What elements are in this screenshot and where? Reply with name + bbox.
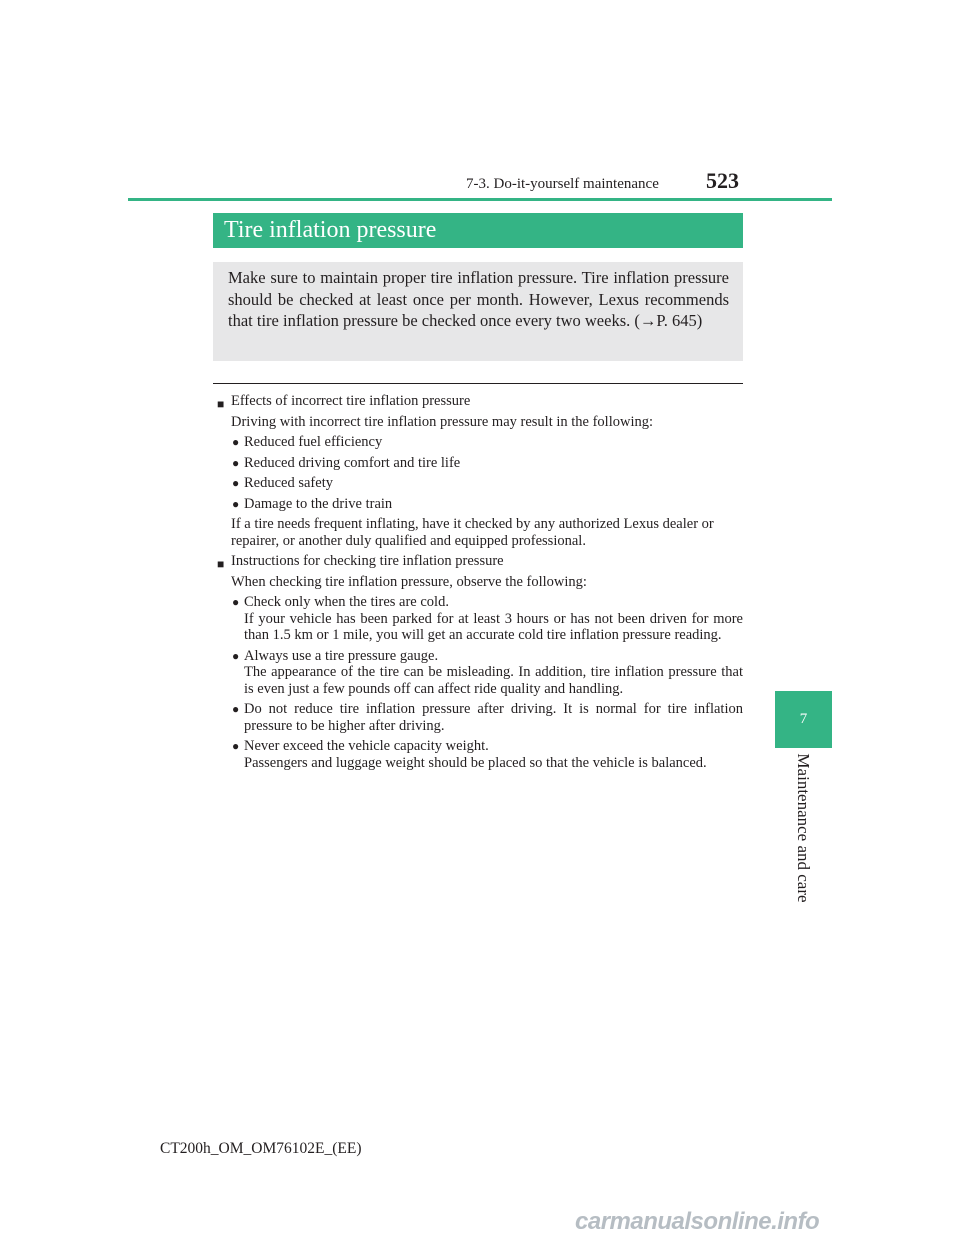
chapter-tab: 7 <box>775 691 832 748</box>
round-bullet-icon: ● <box>232 595 240 609</box>
list-item: ● Always use a tire pressure gauge. The appearance of the tire can be misleading. In addition, tire inflation pressure that is even just a few pounds off can affect ride quality and handling. <box>232 647 743 697</box>
header-rule <box>128 198 832 201</box>
round-bullet-icon: ● <box>232 435 240 449</box>
square-bullet-icon: ■ <box>217 397 225 411</box>
section-lead: When checking tire inflation pressure, observe the following: <box>231 573 587 590</box>
document-code: CT200h_OM_OM76102E_(EE) <box>160 1140 362 1157</box>
list-item: ● Do not reduce tire inflation pressure after driving. It is normal for tire inflation pressure to be higher after driving. <box>232 701 743 734</box>
round-bullet-icon: ● <box>232 648 240 663</box>
chapter-label: Maintenance and care <box>794 753 813 903</box>
list-item: ● Damage to the drive train <box>232 495 393 512</box>
content-body <box>215 393 743 775</box>
intro-text: Make sure to maintain proper tire inflation pressure. Tire inflation pressure should be checked at least once per month. However, Lexus recommends that tire inflation pressure be checked once every two weeks. (→P. 645) <box>228 268 729 330</box>
list-item: ● Reduced fuel efficiency <box>232 434 383 450</box>
page-number: 523 <box>706 168 739 193</box>
round-bullet-icon: ● <box>232 702 240 716</box>
list-item: ● Reduced driving comfort and tire life <box>232 454 461 471</box>
list-item: ● Reduced safety <box>232 475 333 491</box>
round-bullet-icon: ● <box>232 739 240 753</box>
section-lead: Driving with incorrect tire inflation pressure may result in the following: <box>231 413 654 430</box>
section-heading: ■ Effects of incorrect tire inflation pressure <box>217 393 471 411</box>
square-bullet-icon: ■ <box>217 557 225 571</box>
page-title: Tire inflation pressure <box>213 213 743 248</box>
list-item: ● Never exceed the vehicle capacity weight. Passengers and luggage weight should be placed so that the vehicle is balanced. <box>232 738 707 771</box>
section-heading: ■ Instructions for checking tire inflation pressure <box>217 553 504 571</box>
round-bullet-icon: ● <box>232 455 240 470</box>
intro-box <box>213 262 743 361</box>
section-note: If a tire needs frequent inflating, have it checked by any authorized Lexus dealer or repairer, or another duly qualified and equipped professional. <box>231 516 714 549</box>
round-bullet-icon: ● <box>232 476 240 490</box>
header-section-title: 7-3. Do-it-yourself maintenance <box>466 176 659 192</box>
round-bullet-icon: ● <box>232 496 240 511</box>
list-item: ● Check only when the tires are cold. If your vehicle has been parked for at least 3 hours or has not been driven for more than 1.5 km or 1 mile, you will get an accurate cold tire inflation pressure reading. <box>232 594 743 643</box>
section-divider <box>213 383 743 384</box>
watermark: carmanualsonline.info <box>575 1208 820 1235</box>
